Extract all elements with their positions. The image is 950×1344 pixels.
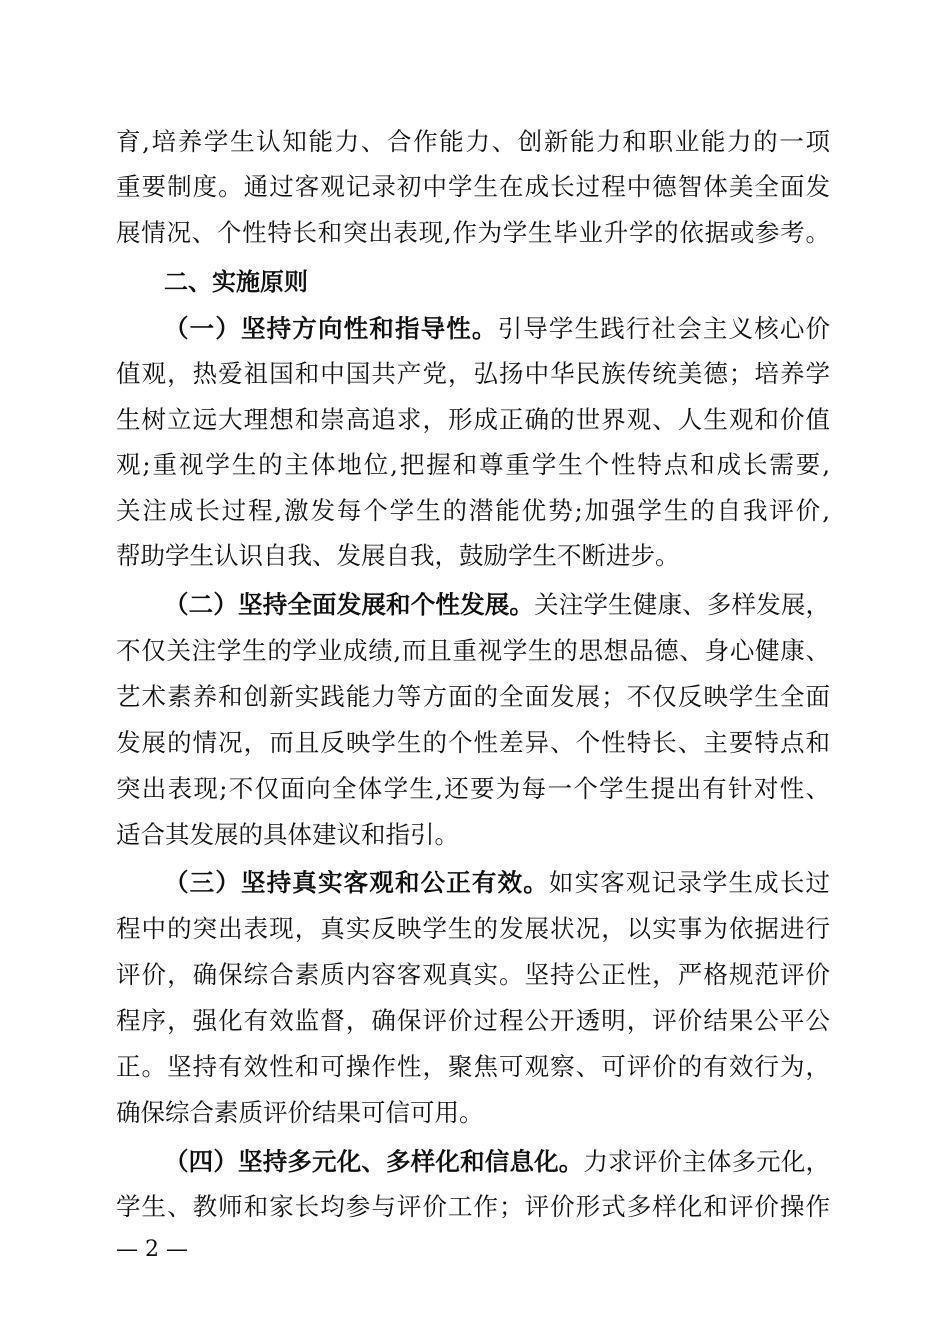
principle-title: （三）坚持真实客观和公正有效。 [164,868,549,897]
text-line: 生树立远大理想和崇高追求，形成正确的世界观、人生观和价值 [116,405,830,434]
text-span: 如实客观记录学生成长过 [548,868,830,897]
section-heading: 二、实施原则 [164,268,308,296]
text-line: 艺术素养和创新实践能力等方面的全面发展；不仅反映学生全面 [116,682,830,711]
paragraph-first-line [164,309,830,349]
text-line: 发展的情况，而且反映学生的个性差异、个性特长、主要特点和 [116,728,830,757]
text-line: 程序，强化有效监督，确保评价过程公开透明，评价结果公平公 [116,1006,830,1035]
text-line: 帮助学生认识自我、发展自我，鼓励学生不断进步。 [116,541,680,570]
text-line: 不仅关注学生的学业成绩,而且重视学生的思想品德、身心健康、 [116,636,830,665]
text-span: 力求评价主体多元化， [583,1147,830,1176]
text-line: 关注成长过程,激发每个学生的潜能优势;加强学生的自我评价, [116,496,830,525]
text-line: 评价，确保综合素质内容客观真实。坚持公正性，严格规范评价 [116,960,830,989]
text-line: 确保综合素质评价结果可信可用。 [116,1098,484,1127]
text-line: 重要制度。通过客观记录初中学生在成长过程中德智体美全面发 [116,172,830,201]
page-number: — 2 — [116,1237,188,1262]
paragraph-first-line [164,863,830,903]
principle-title: （四）坚持多元化、多样化和信息化。 [164,1147,584,1176]
paragraph-first-line [164,1142,830,1182]
text-line: 学生、教师和家长均参与评价工作；评价形式多样化和评价操作 [116,1192,830,1221]
principle-title: （二）坚持全面发展和个性发展。 [164,590,535,619]
text-line: 展情况、个性特长和突出表现,作为学生毕业升学的依据或参考。 [116,218,830,247]
text-line: 程中的突出表现，真实反映学生的发展状况，以实事为依据进行 [116,914,830,943]
paragraph-first-line [164,585,830,625]
text-line: 正。坚持有效性和可操作性，聚焦可观察、可评价的有效行为， [116,1052,830,1081]
text-line: 育,培养学生认知能力、合作能力、创新能力和职业能力的一项 [116,127,830,156]
text-line: 突出表现;不仅面向全体学生,还要为每一个学生提出有针对性、 [116,774,830,803]
text-line: 适合其发展的具体建议和指引。 [116,820,459,849]
text-span: 关注学生健康、多样发展， [534,590,830,619]
principle-title: （一）坚持方向性和指导性。 [164,314,498,343]
text-span: 引导学生践行社会主义核心价 [497,314,830,343]
text-line: 值观，热爱祖国和中国共产党，弘扬中华民族传统美德；培养学 [116,359,830,388]
text-line: 观;重视学生的主体地位,把握和尊重学生个性特点和成长需要, [116,450,830,479]
